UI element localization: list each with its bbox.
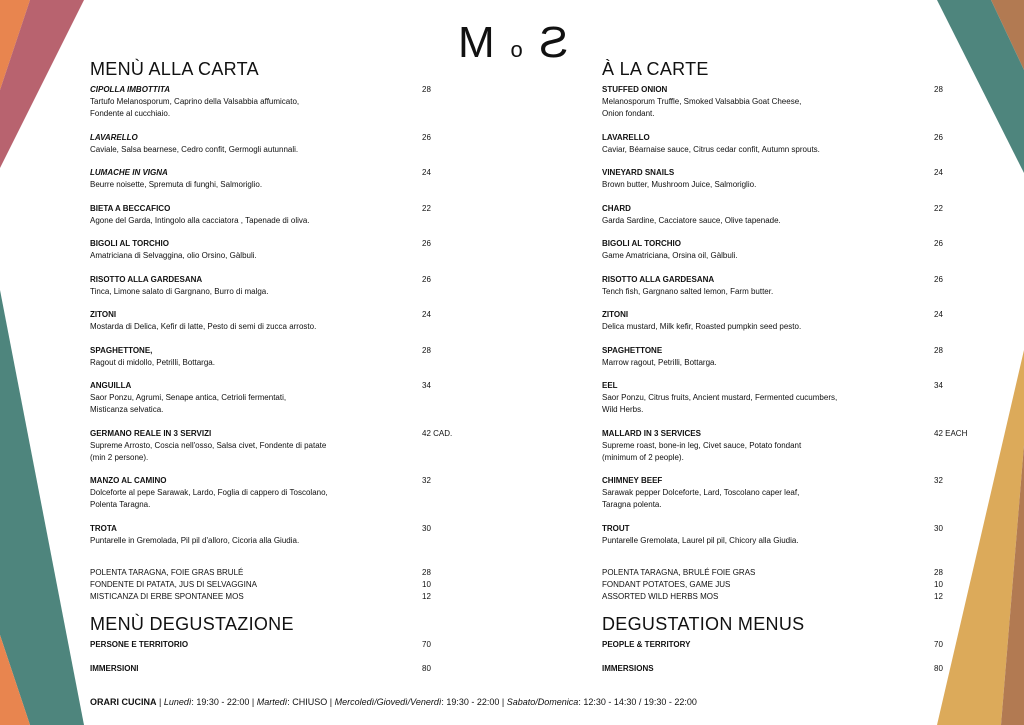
stripe-teal-bottom-left bbox=[0, 290, 84, 725]
dish-name: BIETA A BECCAFICO bbox=[90, 203, 171, 213]
dish-description: Tench fish, Gargnano salted lemon, Farm butter. bbox=[602, 286, 774, 296]
dish-description: Delica mustard, Milk kefir, Roasted pumpkin seed pesto. bbox=[602, 322, 802, 331]
tasting-name: PEOPLE & TERRITORY bbox=[602, 640, 691, 649]
dish-price: 26 bbox=[934, 239, 943, 248]
menu-item bbox=[90, 380, 460, 416]
dish-price: 34 bbox=[422, 381, 431, 390]
side-item bbox=[90, 567, 460, 579]
dish-price: 32 bbox=[422, 476, 431, 485]
dish-description: Tinca, Limone salato di Gargnano, Burro di malga. bbox=[90, 286, 269, 296]
dish-name: CIPOLLA IMBOTTITA bbox=[90, 85, 170, 94]
side-name: POLENTA TARAGNA, FOIE GRAS BRULÉ bbox=[90, 568, 244, 577]
menu-item bbox=[90, 238, 460, 262]
dish-name: LAVARELLO bbox=[602, 132, 650, 142]
dish-description: Puntarelle Gremolata, Laurel pil pil, Chicory alla Giudia. bbox=[602, 535, 799, 545]
tasting-price: 80 bbox=[422, 664, 431, 673]
dish-description: Marrow ragout, Petrilli, Bottarga. bbox=[602, 357, 717, 367]
side-price: 28 bbox=[422, 568, 431, 577]
menu-item bbox=[602, 345, 972, 369]
dish-description: Taragna polenta. bbox=[602, 500, 662, 509]
menu-item bbox=[602, 84, 972, 120]
sides-list-italian bbox=[90, 567, 460, 603]
side-item bbox=[602, 591, 972, 603]
dish-description: (min 2 persone). bbox=[90, 452, 149, 462]
day-wed-fri: Mercoledì/Giovedì/Venerdì bbox=[334, 697, 442, 707]
day-monday: Lunedì bbox=[163, 697, 192, 707]
dish-price: 22 bbox=[934, 203, 943, 213]
dish-price: 30 bbox=[934, 523, 943, 533]
dish-description: Melanosporum Truffle, Smoked Valsabbia Goat Cheese, bbox=[602, 97, 802, 106]
dish-description: Mostarda di Delica, Kefir di latte, Pesto di semi di zucca arrosto. bbox=[90, 322, 317, 331]
dish-price: 28 bbox=[422, 85, 431, 94]
dish-description: Game Amatriciana, Orsina oil, Gàlbuli. bbox=[602, 251, 738, 260]
dish-price: 42 EACH bbox=[934, 428, 968, 438]
dish-name: SPAGHETTONE, bbox=[90, 345, 153, 355]
side-name: ASSORTED WILD HERBS MOS bbox=[602, 592, 719, 601]
menu-item bbox=[90, 523, 460, 547]
menu-item bbox=[90, 345, 460, 369]
section-title: DEGUSTATION MENUS bbox=[602, 614, 805, 634]
dish-description: Beurre noisette, Spremuta di funghi, Salmoriglio. bbox=[90, 180, 263, 189]
menu-item bbox=[602, 380, 972, 416]
menu-item bbox=[90, 203, 460, 227]
dish-description: Misticanza selvatica. bbox=[90, 405, 164, 414]
dish-name: BIGOLI AL TORCHIO bbox=[602, 239, 681, 248]
dish-name: MANZO AL CAMINO bbox=[90, 476, 167, 485]
dish-name: CHIMNEY BEEF bbox=[602, 476, 663, 485]
dish-price: 24 bbox=[934, 168, 943, 177]
dish-price: 24 bbox=[422, 310, 431, 319]
dish-description: Garda Sardine, Cacciatore sauce, Olive tapenade. bbox=[602, 215, 781, 225]
dish-price: 32 bbox=[934, 476, 943, 485]
dish-description: Polenta Taragna. bbox=[90, 500, 151, 509]
separator: | bbox=[327, 697, 335, 707]
menu-item bbox=[90, 167, 460, 191]
side-name: FONDENTE DI PATATA, JUS DI SELVAGGINA bbox=[90, 580, 257, 589]
dish-description: Dolceforte al pepe Sarawak, Lardo, Foglia di cappero di Toscolano, bbox=[90, 488, 328, 497]
dish-name: LAVARELLO bbox=[90, 132, 138, 142]
tasting-price: 80 bbox=[934, 664, 943, 673]
dish-price: 30 bbox=[422, 523, 431, 533]
dish-description: Wild Herbs. bbox=[602, 405, 644, 414]
side-item bbox=[602, 567, 972, 579]
menu-item bbox=[602, 274, 972, 298]
section-title: MENÙ DEGUSTAZIONE bbox=[90, 614, 294, 634]
hours-tuesday: : CHIUSO bbox=[287, 697, 328, 707]
menu-item bbox=[90, 475, 460, 511]
tasting-price: 70 bbox=[422, 640, 431, 649]
menu-column-italian bbox=[90, 58, 460, 558]
dish-description: Saor Ponzu, Agrumi, Senape antica, Cetrioli fermentati, bbox=[90, 393, 287, 402]
dish-name: CHARD bbox=[602, 203, 631, 213]
separator: | bbox=[156, 697, 164, 707]
menu-item bbox=[90, 84, 460, 120]
side-item bbox=[602, 579, 972, 591]
dish-price: 22 bbox=[422, 203, 431, 213]
tasting-name: IMMERSIONI bbox=[90, 664, 139, 673]
section-title: À LA CARTE bbox=[602, 59, 709, 79]
side-price: 10 bbox=[422, 580, 431, 589]
dish-name: TROTA bbox=[90, 523, 117, 533]
dish-description: Brown butter, Mushroom Juice, Salmoriglio. bbox=[602, 180, 757, 189]
tasting-item bbox=[90, 663, 460, 675]
dish-name: VINEYARD SNAILS bbox=[602, 168, 675, 177]
dish-name: ZITONI bbox=[90, 310, 117, 319]
menu-item bbox=[602, 132, 972, 156]
dish-description: Agone del Garda, Intingolo alla cacciatora , Tapenade di oliva. bbox=[90, 215, 310, 225]
dish-price: 24 bbox=[934, 310, 943, 319]
side-price: 28 bbox=[934, 568, 943, 577]
hours-weekend: : 12:30 - 14:30 / 19:30 - 22:00 bbox=[578, 697, 697, 707]
dish-price: 26 bbox=[422, 132, 431, 142]
menu-item bbox=[602, 428, 972, 464]
menu-item bbox=[90, 274, 460, 298]
tasting-name: PERSONE E TERRITORIO bbox=[90, 640, 189, 649]
hours-wed-fri: : 19:30 - 22:00 bbox=[441, 697, 500, 707]
dish-name: RISOTTO ALLA GARDESANA bbox=[602, 274, 715, 284]
dish-description: (minimum of 2 people). bbox=[602, 452, 684, 462]
dish-price: 42 CAD. bbox=[422, 428, 453, 438]
side-name: POLENTA TARAGNA, BRULÉ FOIE GRAS bbox=[602, 568, 756, 577]
dish-description: Fondente al cucchiaio. bbox=[90, 109, 171, 118]
dish-price: 26 bbox=[422, 274, 431, 284]
menu-item bbox=[602, 523, 972, 547]
section-title: MENÙ ALLA CARTA bbox=[90, 59, 259, 79]
menu-item bbox=[602, 238, 972, 262]
dish-name: RISOTTO ALLA GARDESANA bbox=[90, 274, 203, 284]
dish-price: 26 bbox=[934, 132, 943, 142]
menu-item bbox=[90, 309, 460, 333]
menu-item bbox=[602, 203, 972, 227]
dish-description: Supreme Arrosto, Coscia nell'osso, Salsa civet, Fondente di patate bbox=[90, 440, 327, 450]
dish-description: Saor Ponzu, Citrus fruits, Ancient mustard, Fermented cucumbers, bbox=[602, 393, 838, 402]
dish-price: 24 bbox=[422, 168, 431, 177]
dish-description: Supreme roast, bone-in leg, Civet sauce, Potato fondant bbox=[602, 440, 802, 450]
dish-description: Sarawak pepper Dolceforte, Lard, Toscolano caper leaf, bbox=[602, 488, 800, 497]
separator: | bbox=[499, 697, 507, 707]
tasting-item bbox=[602, 663, 972, 675]
side-price: 12 bbox=[934, 592, 943, 601]
dish-name: BIGOLI AL TORCHIO bbox=[90, 239, 169, 248]
dish-name: LUMACHE IN VIGNA bbox=[90, 168, 168, 177]
dish-price: 26 bbox=[422, 239, 431, 248]
menu-item bbox=[602, 475, 972, 511]
side-name: FONDANT POTATOES, GAME JUS bbox=[602, 580, 731, 589]
tasting-price: 70 bbox=[934, 640, 943, 649]
tasting-item bbox=[602, 639, 972, 651]
side-item bbox=[90, 591, 460, 603]
menu-item bbox=[602, 309, 972, 333]
separator: | bbox=[249, 697, 257, 707]
kitchen-hours bbox=[90, 697, 697, 707]
dish-description: Tartufo Melanosporum, Caprino della Valsabbia affumicato, bbox=[90, 97, 300, 106]
dish-description: Onion fondant. bbox=[602, 109, 655, 118]
dish-name: MALLARD IN 3 SERVICES bbox=[602, 428, 701, 438]
side-item bbox=[90, 579, 460, 591]
dish-description: Caviar, Béarnaise sauce, Citrus cedar confit, Autumn sprouts. bbox=[602, 144, 820, 154]
side-name: MISTICANZA DI ERBE SPONTANEE MOS bbox=[90, 592, 244, 601]
menu-item bbox=[90, 428, 460, 464]
dish-name: SPAGHETTONE bbox=[602, 345, 663, 355]
sides-list-english bbox=[602, 567, 972, 603]
menu-column-english bbox=[602, 58, 972, 558]
logo-m: M bbox=[458, 18, 495, 67]
tasting-menu-italian bbox=[90, 613, 460, 675]
tasting-menu-english bbox=[602, 613, 972, 675]
dish-description: Ragout di midollo, Petrilli, Bottarga. bbox=[90, 357, 215, 367]
menu-item bbox=[90, 132, 460, 156]
day-weekend: Sabato/Domenica bbox=[506, 697, 579, 707]
dish-description: Caviale, Salsa bearnese, Cedro confit, Germogli autunnali. bbox=[90, 144, 299, 154]
side-price: 12 bbox=[422, 592, 431, 601]
tasting-name: IMMERSIONS bbox=[602, 664, 654, 673]
mos-logo bbox=[458, 18, 568, 66]
dish-name: EEL bbox=[602, 381, 618, 390]
dish-price: 34 bbox=[934, 381, 943, 390]
hours-monday: : 19:30 - 22:00 bbox=[191, 697, 250, 707]
hours-label: ORARI CUCINA bbox=[90, 697, 157, 707]
dish-name: ZITONI bbox=[602, 310, 629, 319]
dish-description: Puntarelle in Gremolada, Pil pil d'alloro, Cicoria alla Giudia. bbox=[90, 535, 300, 545]
dish-price: 28 bbox=[934, 85, 943, 94]
logo-s: S bbox=[538, 18, 568, 67]
dish-name: GERMANO REALE IN 3 SERVIZI bbox=[90, 428, 212, 438]
dish-price: 28 bbox=[422, 345, 431, 355]
day-tuesday: Martedì bbox=[256, 697, 288, 707]
dish-name: STUFFED ONION bbox=[602, 85, 668, 94]
dish-price: 28 bbox=[934, 345, 943, 355]
dish-name: TROUT bbox=[602, 523, 630, 533]
dish-description: Amatriciana di Selvaggina, olio Orsino, Gàlbuli. bbox=[90, 251, 257, 260]
dish-price: 26 bbox=[934, 274, 943, 284]
menu-item bbox=[602, 167, 972, 191]
dish-name: ANGUILLA bbox=[90, 381, 132, 390]
logo-o: o bbox=[510, 37, 523, 62]
tasting-item bbox=[90, 639, 460, 651]
side-price: 10 bbox=[934, 580, 943, 589]
